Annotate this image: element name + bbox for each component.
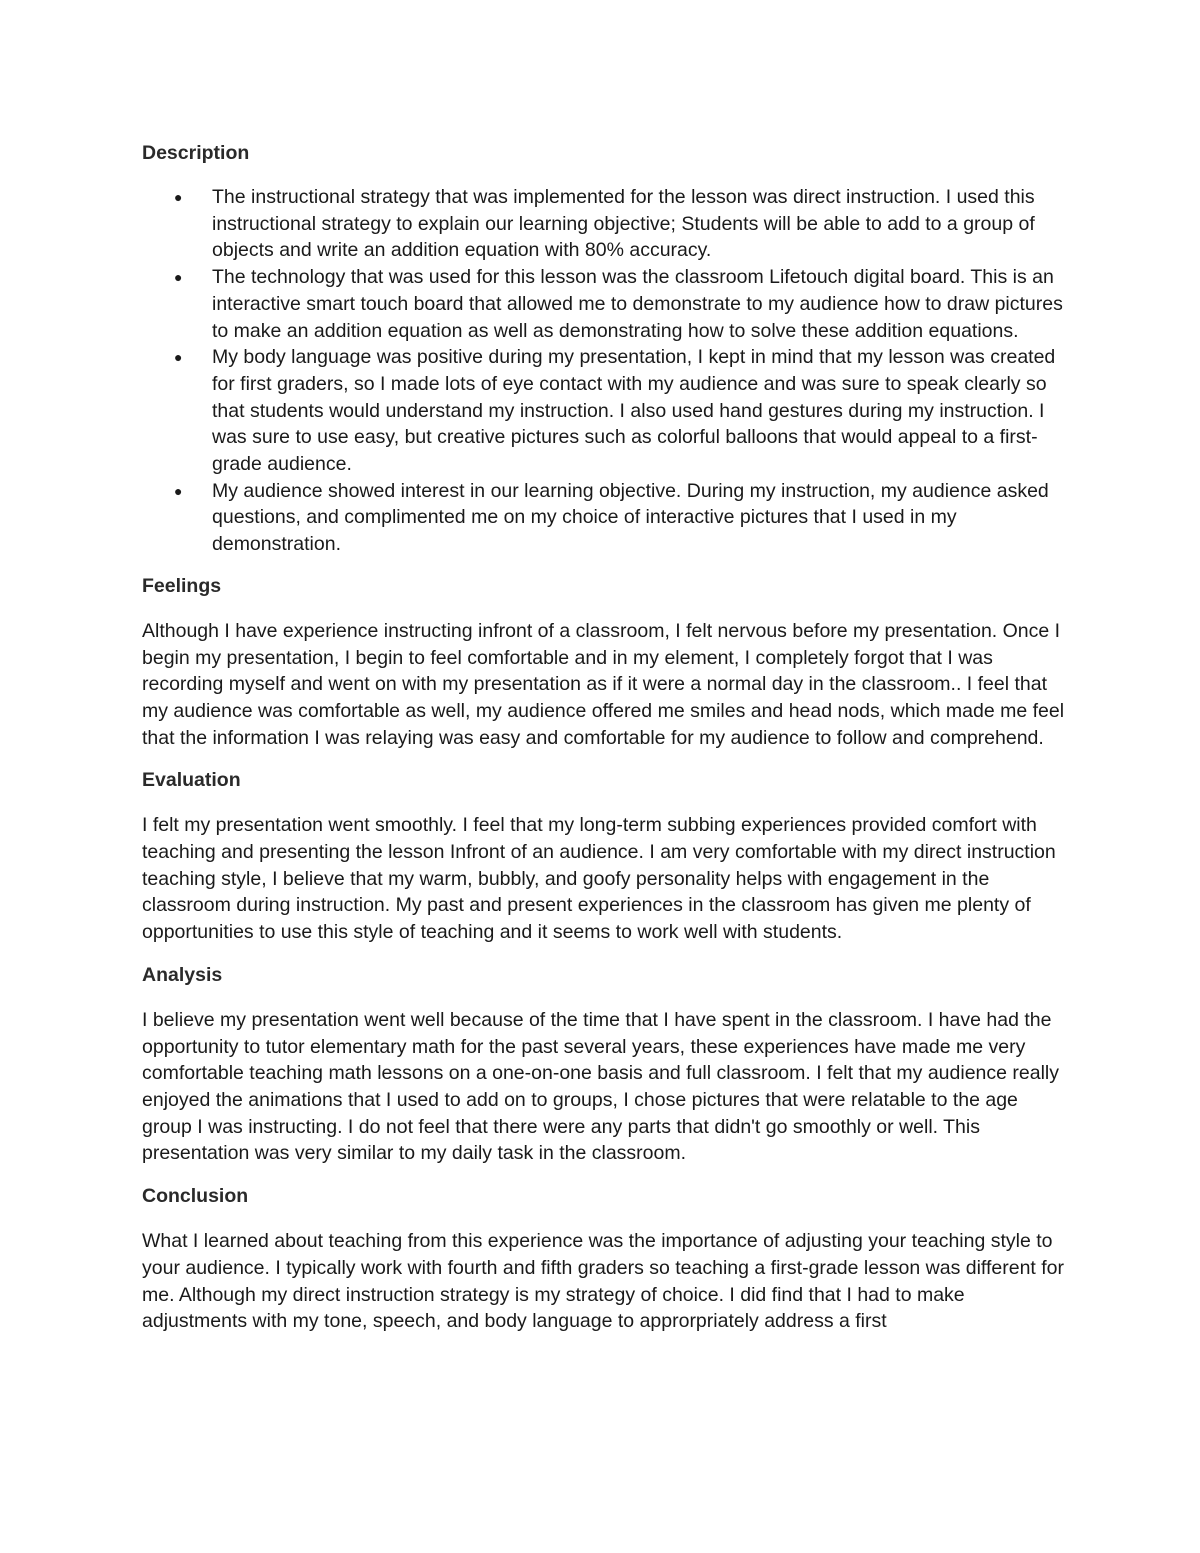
bullet-text: My audience showed interest in our learning objective. During my instruction, my audience asked questions, and complimented me on my choice of interactive pictures that I used in my demonstration.: [212, 479, 1049, 556]
analysis-paragraph: I believe my presentation went well because of the time that I have spent in the classroom. I have had the opportunity to tutor elementary math for the past several years, these experiences have made me very comfortable teaching math lessons on a one-on-one basis and full classroom. I felt that my audience really enjoyed the animations that I used to add on to groups, I chose pictures that were relatable to the age group I was instructing. I do not feel that there were any parts that didn't go smoothly or well. This presentation was very similar to my daily task in the classroom.: [142, 1008, 1059, 1165]
feelings-heading: Feelings: [142, 574, 222, 597]
bullet-text: The technology that was used for this lesson was the classroom Lifetouch digital board. This is an interactive smart touch board that allowed me to demonstrate to my audience how to draw pictures to make an addition equation as well as demonstrating how to solve these addition equations.: [212, 266, 1063, 342]
bullet-text: My body language was positive during my presentation, I kept in mind that my lesson was created for first graders, so I made lots of eye contact with my audience and was sure to speak clearly so that students would understand my instruction. I also used hand gestures during my instruction. I was sure to use easy, but creative pictures such as colorful balloons that would appeal to a first-grade audience.: [212, 346, 1056, 476]
evaluation-heading: Evaluation: [142, 769, 241, 792]
list-item: [142, 478, 1072, 558]
evaluation-section: [142, 765, 1072, 946]
list-item: [142, 344, 1072, 478]
description-bullet-list: [142, 184, 1072, 558]
feelings-paragraph: Although I have experience instructing infront of a classroom, I felt nervous before my presentation. Once I begin my presentation, I begin to feel comfortable and in my element, I completely forgot that I was recording myself and went on with my presentation as if it were a normal day in the classroom.. I feel that my audience was comfortable as well, my audience offered me smiles and head nods, which made me feel that the information I was relaying was easy and comfortable for my audience to follow and comprehend.: [142, 619, 1065, 749]
bullet-icon: ●: [174, 349, 183, 366]
description-heading: Description: [142, 142, 250, 164]
analysis-heading: Analysis: [142, 963, 223, 986]
evaluation-paragraph: I felt my presentation went smoothly. I feel that my long-term subbing experiences provided comfort with teaching and presenting the lesson Infront of an audience. I am very comfortable with my direct instruction teaching style, I believe that my warm, bubbly, and goofy personality helps with engagement in the classroom during instruction. My past and present experiences in the classroom has given me plenty of opportunities to use this style of teaching and it seems to work well with students.: [142, 814, 1056, 944]
conclusion-paragraph: What I learned about teaching from this experience was the importance of adjusting your teaching style to your audience. I typically work with fourth and fifth graders so teaching a first-grade lesson was different for me. Although my direct instruction strategy is my strategy of choice. I did find that I had to make adjustments with my tone, speech, and body language to approrpriately address a first: [142, 1230, 1065, 1333]
bullet-text: The instructional strategy that was implemented for the lesson was direct instruction. I used this instructional strategy to explain our learning objective; Students will be able to add to a group of objects and write an addition equation with 80% accuracy.: [212, 186, 1035, 262]
list-item: [142, 264, 1072, 344]
bullet-icon: ●: [174, 189, 183, 205]
conclusion-section: [142, 1181, 1072, 1335]
bullet-icon: ●: [174, 269, 183, 286]
bullet-icon: ●: [174, 482, 183, 499]
document-page: [142, 138, 1072, 1349]
feelings-section: [142, 571, 1072, 752]
conclusion-heading: Conclusion: [142, 1185, 249, 1208]
analysis-section: [142, 960, 1072, 1167]
list-item: [142, 184, 1072, 264]
description-section: [142, 138, 1072, 558]
